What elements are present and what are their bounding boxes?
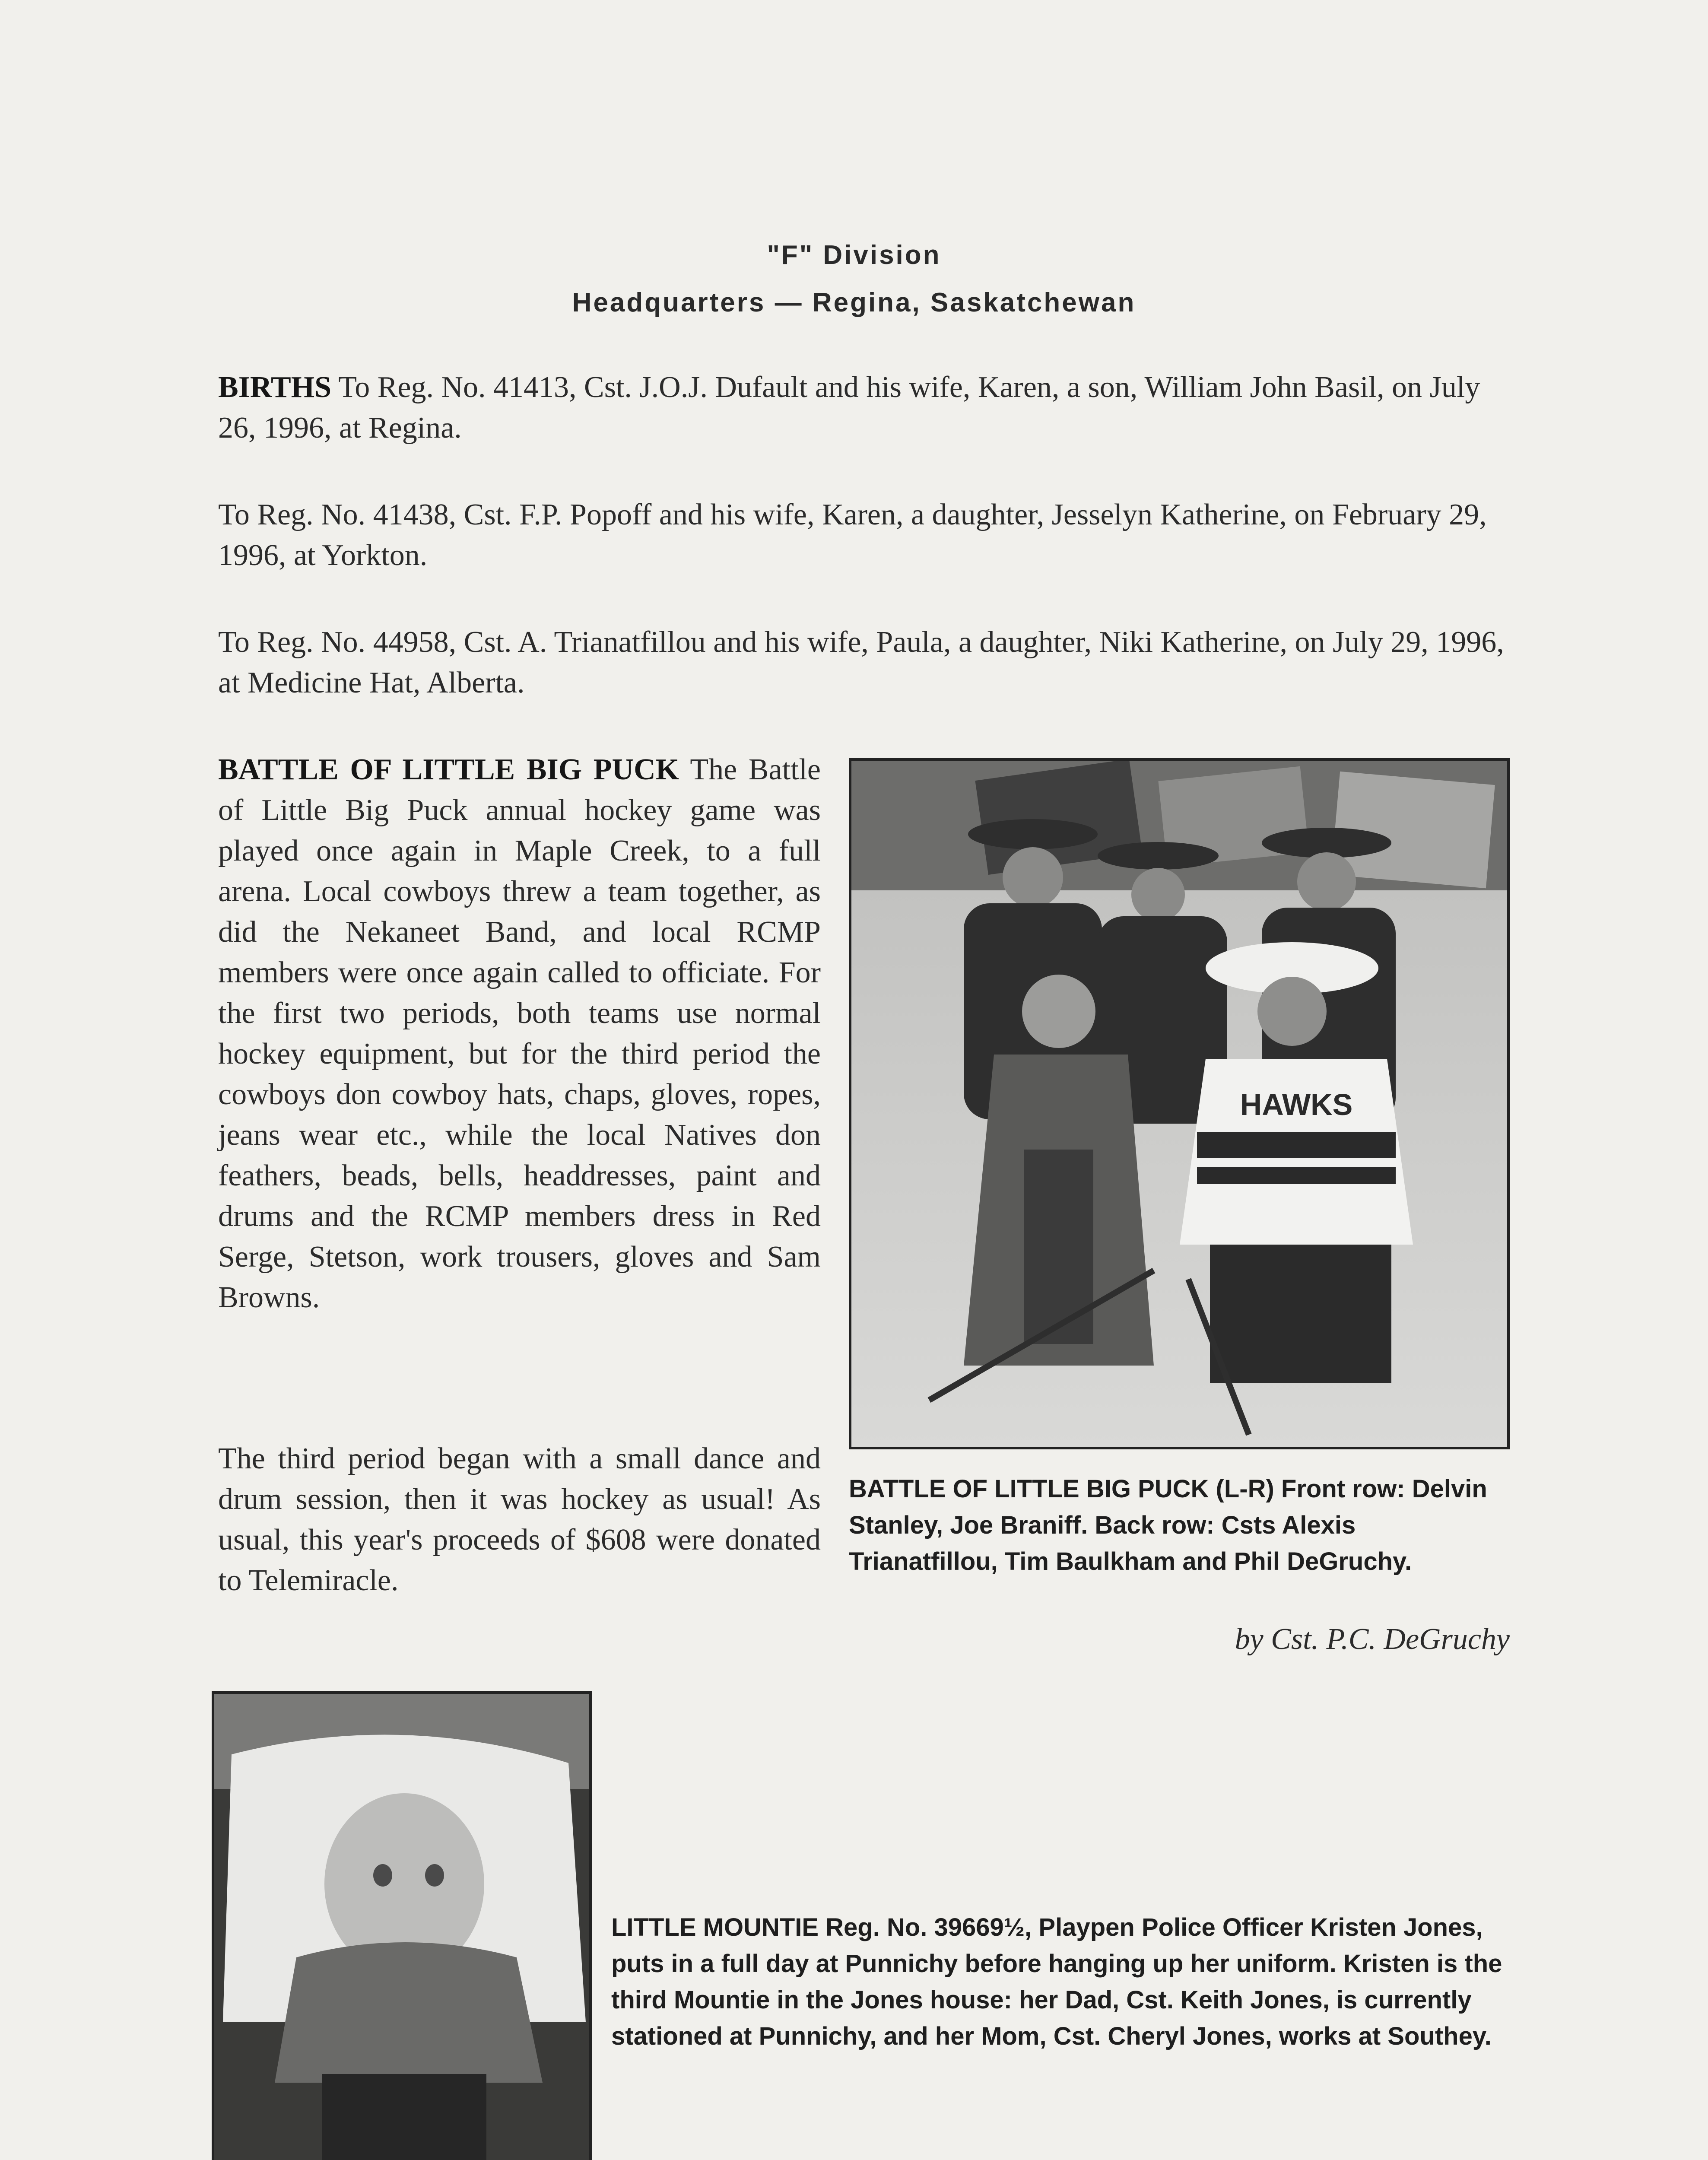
little-mountie-caption: LITTLE MOUNTIE Reg. No. 39669½, Playpen Police Officer Kristen Jones, puts in a full day at Punnichy before hanging up her uniform. Kristen is the third Mountie in the Jones house: her Dad, Cst. Keith Jones, is currently stationed at Punnichy, and her Mom, Cst. Cheryl Jones, works at Southey. [611, 1913, 1502, 2050]
puck-paragraph-text: The Battle of Little Big Puck annual hockey game was played once again in Maple Creek, to a full arena. Local cowboys threw a team together, as did the Nekaneet Band, and local RCMP members were once again called to officiate. For the first two periods, both teams use normal hockey equipment, but for the third period the cowboys don cowboy hats, chaps, gloves, ropes, jeans wear etc., while the local Natives don feathers, beads, bells, headdresses, paint and drums and the RCMP members dress in Red Serge, Stetson, work trousers, gloves and Sam Browns. [218, 753, 821, 1314]
puck-byline: by Cst. P.C. DeGruchy [1235, 1623, 1510, 1656]
division-location: Headquarters — Regina, Saskatchewan [572, 288, 1136, 318]
jersey-text: HAWKS [1240, 1088, 1353, 1121]
division-title: "F" Division [767, 240, 941, 270]
puck-article-paragraph [218, 750, 821, 1318]
births-lead: BIRTHS [218, 371, 332, 404]
baby-mountie-photo [212, 1691, 592, 2160]
births-entry-text: To Reg. No. 41413, Cst. J.O.J. Dufault and his wife, Karen, a son, William John Basil, on July 26, 1996, at Regina. [218, 371, 1480, 445]
baby-photo-illustration [214, 1694, 589, 2160]
puck-article-paragraph-2: The third period began with a small dance and drum session, then it was hockey as usual! As usual, this year's proceeds of $608 were donated to Telemiracle. [218, 1442, 821, 1597]
hockey-team-photo [849, 758, 1510, 1449]
births-entry: To Reg. No. 44958, Cst. A. Trianatfillou and his wife, Paula, a daughter, Niki Katherine, on July 29, 1996, at Medicine Hat, Alberta. [218, 626, 1504, 699]
births-entry: To Reg. No. 41438, Cst. F.P. Popoff and his wife, Karen, a daughter, Jesselyn Katherine, on February 29, 1996, at Yorkton. [218, 498, 1487, 572]
hockey-photo-illustration [851, 761, 1507, 1447]
births-entry [218, 367, 1510, 448]
hockey-photo-caption: BATTLE OF LITTLE BIG PUCK (L-R) Front row: Delvin Stanley, Joe Braniff. Back row: Csts Alexis Trianatfillou, Tim Baulkham and Phil DeGruchy. [849, 1475, 1487, 1576]
puck-lead: BATTLE OF LITTLE BIG PUCK [218, 753, 679, 786]
